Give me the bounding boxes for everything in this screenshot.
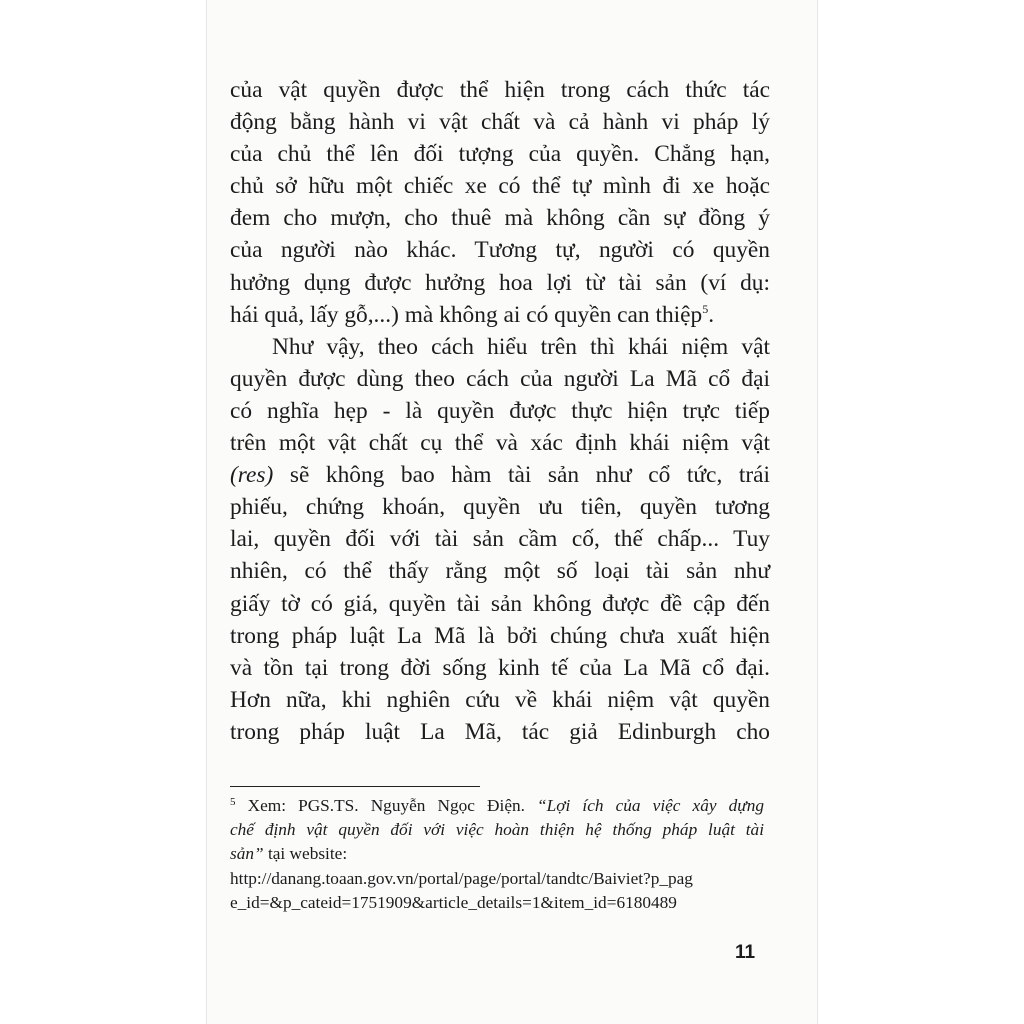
text-line: đem cho mượn, cho thuê mà không cần sự đồng ý [230,205,770,232]
text-line: nhiên, có thể thấy rằng một số loại tài sản như [230,558,770,585]
text-line: trong pháp luật La Mã là bởi chúng chưa xuất hiện [230,622,770,649]
footnote-title: “Lợi ích của việc xây dựng [537,796,764,815]
text-line: của chủ thể lên đối tượng của quyền. Chẳng hạn, [230,141,770,168]
text-line: trên một vật chất cụ thể và xác định khái niệm vật [230,430,770,457]
text-line: trong pháp luật La Mã, tác giả Edinburgh cho [230,718,770,745]
footnote-line [230,794,764,818]
text-segment: . [708,301,715,328]
text-line: hưởng dụng được hưởng hoa lợi từ tài sản (ví dụ: [230,269,770,296]
text-line: của vật quyền được thể hiện trong cách thức tác [230,77,770,103]
text-line: có nghĩa hẹp - là quyền được thực hiện trực tiếp [230,397,770,424]
footnote-text: tại website: [263,844,348,864]
text-line: của người nào khác. Tương tự, người có quyền [230,237,770,264]
footnote-line [230,842,764,866]
text-line: Như vậy, theo cách hiểu trên thì khái niệm vật [272,333,770,360]
text-line: Hơn nữa, khi nghiên cứu về khái niệm vật quyền [230,686,770,713]
text-segment: hái quả, lấy gỗ,...) mà không ai có quyền can thiệp [230,301,703,328]
footnote-marker: 5 [230,796,236,808]
text-line: quyền được dùng theo cách của người La Mã cổ đại [230,365,770,392]
text-line: phiếu, chứng khoán, quyền ưu tiên, quyền tương [230,494,770,521]
text-line: lai, quyền đối với tài sản cầm cố, thế chấp... Tuy [230,526,770,553]
footnote [230,794,764,915]
text-line: giấy tờ có giá, quyền tài sản không được đề cập đến [230,590,770,617]
footnote-title: chế định vật quyền đối với việc hoàn thiện hệ thống pháp luật tài [230,820,764,840]
footnote-url: http://danang.toaan.gov.vn/portal/page/portal/tandtc/Baiviet?p_pag [230,868,693,888]
footnote-text: Xem: PGS.TS. Nguyễn Ngọc Điện. [235,796,538,815]
footnote-divider [230,786,480,787]
footnote-line [230,818,764,842]
footnote-title: sản” [230,844,264,864]
italic-term: (res) [230,462,274,489]
text-line: và tồn tại trong đời sống kinh tế của La Mã cổ đại. [230,654,770,681]
text-segment: sẽ không bao hàm tài sản như cổ tức, trái [273,462,770,489]
footnote-url: e_id=&p_cateid=1751909&article_details=1&item_id=6180489 [230,892,677,912]
body-text [230,74,770,748]
text-line [230,459,770,491]
footnote-reference: 5 [702,301,709,316]
text-line [230,299,770,331]
text-line: động bằng hành vi vật chất và cả hành vi pháp lý [230,109,770,136]
book-page [206,0,818,1024]
text-line: chủ sở hữu một chiếc xe có thể tự mình đi xe hoặc [230,173,770,200]
page-number: 11 [735,942,756,963]
